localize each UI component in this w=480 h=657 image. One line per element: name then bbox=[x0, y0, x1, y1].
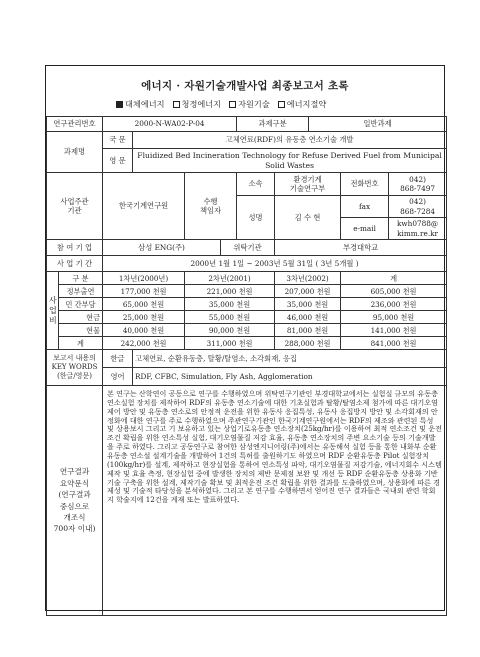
checkbox-empty-icon[interactable] bbox=[173, 101, 180, 108]
phone-label: 전화번호 bbox=[341, 173, 389, 196]
row-id-value: 2000-N-WA02-P-04 bbox=[103, 117, 237, 132]
row-id-label: 연구관리번호 bbox=[47, 117, 103, 132]
org-label: 사업주관 기관 bbox=[47, 173, 103, 240]
task-name-label: 과제명 bbox=[47, 132, 103, 173]
summary-label: 연구결과 요약문식 (연구결과 중심으로 개조식 700자 이내) bbox=[47, 386, 103, 616]
task-name-ko-value: 고체연료(RDF)의 유동층 연소기술 개발 bbox=[133, 132, 447, 149]
checkbox-empty-icon[interactable] bbox=[278, 101, 285, 108]
summary-text: 본 연구는 산학연이 공동으로 연구를 수행하였으며 위탁연구기관인 부경대학교에서는 실험실 규모의 유동층 연소실험 장치를 제작하여 RDF의 유동층 연소기술에 대한 기초실험과 탈황/탈염소제 첨가에 따른 대기오염제어 방안 및 유동층 연소로의 안정적 운전을 위한 유동사 응집특성, 유동사 응집방지 방안 및 소각회재의 안정화에 대한 연구를 주로 수행하였으며 주관연구기관인 한국기계연구원에서는 RDF의 제조와 관련된 특성 및 상용보시 그리고 기 보유하고 있는 상업기로유동층 연소장치(25kg/hr)를 이용하여 최적 연소조건 및 운전조건 확립을 위한 연소특성 실험, 대기오염물질 저감 효율, 유동층 연소장치의 주변 요소기술 등의 기술개발을 주로 하였다. 그리고 공동연구로 참여한 삼성엔지니어링(주)에서는 유동해석 실험 등을 통한 내화부 순환유동층 연소설 설계기술을 개발하여 1건의 특허를 출원하기도 하였으며 RDF 순환유동층 Pilot 실험장치(100kg/hr)를 설계, 제작하고 현장실험을 통하여 연소특성 파악, 대기오염물질 저감기술, 에너지회수 시스템 제작 및 효율 측정, 현장실험 중에 발생한 장치의 제반 문제점 보완 및 개선 등 RDF 순환유동층 상용화 기반기술 구축을 위한 설계, 제작기술 확보 및 최적운전 조건 확립을 위한 결과를 도출하였으며, 상용화에 따른 경제성 및 기술적 타당성을 분석하였다. 그리고 본 연구를 수행하면서 얻어진 연구 결과들은 국내외 관련 학회지 학술지에 12건을 게재 또는 발표하였다. bbox=[103, 386, 447, 616]
table-row: 계 242,000 천원 311,000 천원 288,000 천원 841,000 천원 bbox=[47, 337, 447, 350]
keywords-ko-value: 고체연료, 순환유동층, 탈황/탈염소, 소각회재, 응집 bbox=[133, 350, 447, 368]
report-abstract-form bbox=[45, 65, 445, 611]
task-type-value: 일반과제 bbox=[309, 117, 447, 132]
checkbox-empty-icon[interactable] bbox=[229, 101, 236, 108]
task-name-ko-label: 국 문 bbox=[103, 132, 133, 149]
consign-value: 부경대학교 bbox=[275, 240, 447, 256]
abstract-table bbox=[46, 116, 447, 616]
responsible-label: 수행 책임자 bbox=[185, 173, 237, 240]
participants-value: 삼성 ENG(주) bbox=[103, 240, 221, 256]
budget-header-y3: 3차년(2002) bbox=[275, 272, 341, 285]
budget-header-y1: 1차년(2000년) bbox=[103, 272, 185, 285]
phone-value: 042) 868-7497 bbox=[389, 173, 447, 196]
budget-side-label: 사 업 비 bbox=[47, 272, 59, 350]
email-label: e-mail bbox=[341, 218, 389, 240]
task-type-label: 과제구분 bbox=[237, 117, 309, 132]
category-checkboxes bbox=[116, 99, 326, 110]
task-name-en-value: Fluidized Bed Incineration Technology for Refuse Derived Fuel from Municipal Solid Wastes bbox=[133, 149, 447, 173]
person-name: 김 수 현 bbox=[275, 196, 341, 240]
fax-value: 042) 868-7284 bbox=[389, 196, 447, 218]
category-alt-energy[interactable]: 대체에너지 bbox=[116, 99, 165, 110]
participants-label: 참 여 기 업 bbox=[47, 240, 103, 256]
table-row: 현금 25,000 천원 55,000 천원 46,000 천원 95,000 천원 bbox=[47, 311, 447, 324]
org-name: 한국기계연구원 bbox=[103, 173, 185, 240]
keywords-en-label: 영어 bbox=[103, 368, 133, 386]
category-energy-saving[interactable]: 에너지절약 bbox=[278, 99, 327, 110]
task-name-en-label: 영 문 bbox=[103, 149, 133, 173]
keywords-en-value: RDF, CFBC, Simulation, Fly Ash, Agglomeration bbox=[133, 368, 447, 386]
category-clean-energy[interactable]: 청정에너지 bbox=[173, 99, 222, 110]
table-row: 민 간부담 65,000 천원 35,000 천원 35,000 천원 236,000 천원 bbox=[47, 298, 447, 311]
budget-header-y2: 2차년(2001) bbox=[185, 272, 275, 285]
budget-header-division: 구 분 bbox=[59, 272, 103, 285]
table-row: 정부출연 177,000 천원 221,000 천원 207,000 천원 605,000 천원 bbox=[47, 285, 447, 298]
dept-value: 환경기계 기술연구부 bbox=[275, 173, 341, 196]
budget-header-total: 계 bbox=[341, 272, 447, 285]
keywords-label: 보고서 내용의 KEY WORDS (한글/영문) bbox=[47, 350, 103, 386]
checkbox-checked-icon[interactable] bbox=[116, 101, 123, 108]
period-value: 2000년 1월 1일 ~ 2003년 5월 31일 ( 3년 5개월 ) bbox=[103, 256, 447, 272]
fax-label: fax bbox=[341, 196, 389, 218]
email-value[interactable]: kwh0788@ kimm.re.kr bbox=[389, 218, 447, 240]
consign-label: 위탁기관 bbox=[221, 240, 275, 256]
dept-label: 소속 bbox=[237, 173, 275, 196]
keywords-ko-label: 한글 bbox=[103, 350, 133, 368]
table-row: 현물 40,000 천원 90,000 천원 81,000 천원 141,000 천원 bbox=[47, 324, 447, 337]
period-label: 사 업 기 간 bbox=[47, 256, 103, 272]
category-resource-tech[interactable]: 자원기술 bbox=[229, 99, 270, 110]
person-name-label: 성명 bbox=[237, 196, 275, 240]
form-title: 에너지 · 자원기술개발사업 최종보고서 초록 bbox=[141, 80, 349, 92]
